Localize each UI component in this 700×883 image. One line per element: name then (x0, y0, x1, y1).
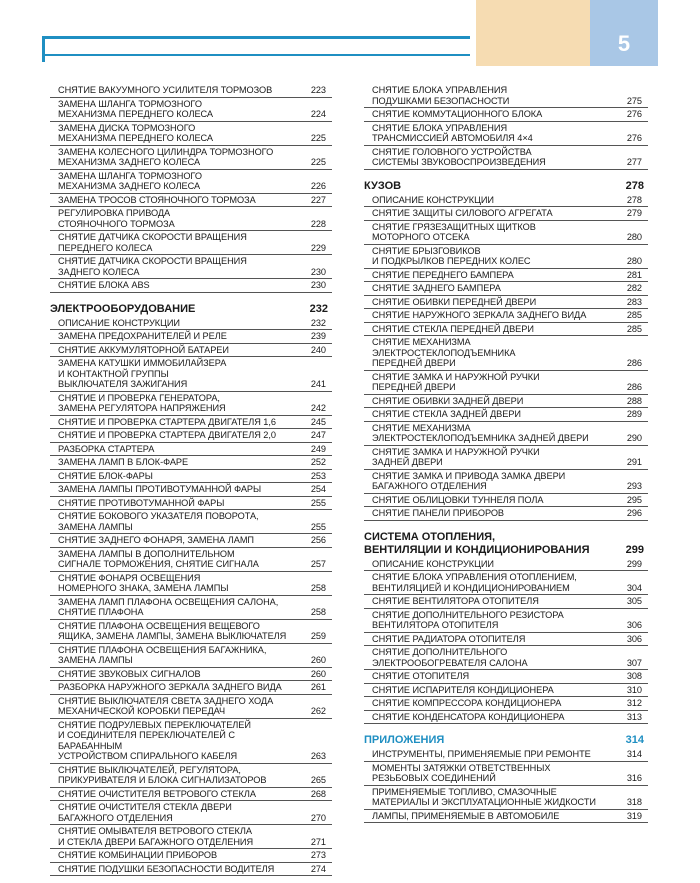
toc-entry (364, 558, 648, 572)
toc-page-number: 319 (626, 810, 642, 821)
toc-entry-title: СНЯТИЕ ПОДУШКИ БЕЗОПАСНОСТИ ВОДИТЕЛЯ (58, 863, 275, 874)
toc-entry-title: СНЯТИЕ БРЫЗГОВИКОВ И ПОДКРЫЛКОВ ПЕРЕДНИХ КОЛЕС (372, 245, 531, 266)
toc-page-number: 289 (626, 409, 642, 419)
toc-page-number: 299 (625, 543, 644, 556)
toc-entry-title: СНЯТИЕ ГОЛОВНОГО УСТРОЙСТВА СИСТЕМЫ ЗВУКОВОСПРОИЗВЕДЕНИЯ (372, 146, 546, 167)
toc-page-number: 288 (626, 395, 642, 406)
toc-entry (364, 296, 648, 310)
toc-entry-title: СНЯТИЕ КОММУТАЦИОННОГО БЛОКА (372, 109, 543, 119)
toc-entry (364, 122, 648, 146)
toc-page-number: 241 (310, 379, 326, 389)
toc-entry (364, 282, 648, 296)
toc-entry-title: СНЯТИЕ МЕХАНИЗМА ЭЛЕКТРОСТЕКЛОПОДЪЕМНИКА ПЕРЕДНЕЙ ДВЕРИ (372, 337, 516, 368)
toc-entry (364, 571, 648, 595)
toc-entry (50, 194, 332, 208)
toc-entry-title: СНЯТИЕ ЗАМКА И ПРИВОДА ЗАМКА ДВЕРИ БАГАЖНОГО ОТДЕЛЕНИЯ (372, 470, 566, 491)
toc-section-heading (364, 170, 648, 194)
toc-entry-title: СНЯТИЕ ПЛАФОНА ОСВЕЩЕНИЯ ВЕЩЕВОГО ЯЩИКА, ЗАМЕНА ЛАМПЫ, ЗАМЕНА ВЫКЛЮЧАТЕЛЯ (58, 620, 287, 641)
toc-entry-title: СНЯТИЕ ВЫКЛЮЧАТЕЛЕЙ, РЕГУЛЯТОРА, ПРИКУРИВАТЕЛЯ И БЛОКА СИГНАЛИЗАТОРОВ (58, 764, 267, 785)
toc-entry-title: СНЯТИЕ ПРОТИВОТУМАННОЙ ФАРЫ (58, 497, 225, 508)
toc-entry (50, 849, 332, 863)
toc-entry (364, 269, 648, 283)
toc-entry-title: СНЯТИЕ ФОНАРЯ ОСВЕЩЕНИЯ НОМЕРНОГО ЗНАКА, ЗАМЕНА ЛАМПЫ (58, 572, 229, 593)
toc-entry (364, 697, 648, 711)
toc-entry (50, 801, 332, 825)
toc-page-number: 285 (626, 310, 642, 320)
toc-entry (50, 317, 332, 331)
toc-page-number: 245 (310, 416, 326, 427)
toc-entry (50, 231, 332, 255)
toc-section-title: КУЗОВ (364, 179, 402, 192)
toc-page-number: 305 (626, 596, 642, 606)
toc-entry-title: СНЯТИЕ СТЕКЛА ПЕРЕДНЕЙ ДВЕРИ (372, 323, 534, 334)
toc-page-number: 265 (310, 775, 326, 785)
toc-entry-title: МОМЕНТЫ ЗАТЯЖКИ ОТВЕТСТВЕННЫХ РЕЗЬБОВЫХ СОЕДИНЕНИЙ (372, 762, 551, 783)
toc-entry (364, 595, 648, 609)
toc-entry-title: СНЯТИЕ ЗАЩИТЫ СИЛОВОГО АГРЕГАТА (372, 208, 553, 218)
toc-entry (364, 395, 648, 409)
toc-entry (364, 446, 648, 470)
toc-entry (50, 572, 332, 596)
toc-section-title: ЭЛЕКТРООБОРУДОВАНИЕ (50, 302, 196, 315)
toc-entry (50, 497, 332, 511)
toc-entry (364, 146, 648, 170)
toc-page-number: 314 (626, 749, 642, 759)
toc-page-number: 291 (626, 457, 642, 467)
header-peach-block (476, 0, 590, 66)
toc-entry-title: ОПИСАНИЕ КОНСТРУКЦИИ (58, 317, 180, 328)
toc-entry-title: ЗАМЕНА ЛАМП В БЛОК-ФАРЕ (58, 457, 189, 467)
toc-page-number: 306 (626, 633, 642, 644)
toc-entry (50, 146, 332, 170)
toc-page-number: 270 (310, 812, 326, 823)
toc-entry (364, 646, 648, 670)
toc-entry (50, 279, 332, 293)
toc-entry (50, 668, 332, 682)
toc-page-number: 224 (310, 109, 326, 119)
toc-page-number: 253 (310, 470, 326, 481)
toc-page-number: 227 (310, 194, 326, 205)
toc-page-number: 285 (626, 323, 642, 334)
toc-page-number: 260 (310, 668, 326, 679)
toc-page-number: 232 (309, 302, 328, 315)
toc-entry (364, 336, 648, 371)
toc-entry (364, 194, 648, 208)
toc-page-number: 307 (626, 657, 642, 668)
toc-entry (50, 357, 332, 392)
toc-entry (50, 644, 332, 668)
toc-entry-title: ЗАМЕНА КАТУШКИ ИММОБИЛАЙЗЕРА И КОНТАКТНОЙ ГРУППЫ ВЫКЛЮЧАТЕЛЯ ЗАЖИГАНИЯ (58, 358, 227, 389)
toc-page-number: 290 (626, 433, 642, 443)
toc-page-number: 314 (625, 734, 644, 746)
toc-page-number: 261 (310, 682, 326, 692)
toc-entry-title: СНЯТИЕ ЗАМКА И НАРУЖНОЙ РУЧКИ ЗАДНЕЙ ДВЕРИ (372, 446, 540, 467)
toc-entry-title: СНЯТИЕ ЗВУКОВЫХ СИГНАЛОВ (58, 668, 201, 679)
toc-page-number: 282 (626, 283, 642, 293)
toc-page-number: 296 (626, 508, 642, 518)
toc-entry-title: СНЯТИЕ НАРУЖНОГО ЗЕРКАЛА ЗАДНЕГО ВИДА (372, 310, 587, 320)
toc-entry-title: СНЯТИЕ ДОПОЛНИТЕЛЬНОГО РЕЗИСТОРА ВЕНТИЛЯТОРА ОТОПИТЕЛЯ (372, 609, 564, 630)
toc-page-number: 262 (310, 706, 326, 716)
toc-entry (50, 510, 332, 534)
toc-entry-title: СНЯТИЕ БЛОКА ABS (58, 280, 150, 290)
toc-entry (50, 443, 332, 457)
toc-entry (50, 392, 332, 416)
toc-entry (364, 494, 648, 508)
toc-page-number: 255 (310, 521, 326, 532)
header-rule-bottom (42, 54, 470, 56)
toc-page-number: 229 (310, 242, 326, 253)
toc-entry (50, 456, 332, 470)
toc-entry (364, 609, 648, 633)
toc-page-number: 274 (310, 863, 326, 874)
toc-entry-title: СНЯТИЕ СТЕКЛА ЗАДНЕЙ ДВЕРИ (372, 409, 521, 419)
toc-entry-title: ОПИСАНИЕ КОНСТРУКЦИИ (372, 558, 494, 569)
header-rule-left (42, 36, 45, 62)
toc-entry-title: СНЯТИЕ ПАНЕЛИ ПРИБОРОВ (372, 508, 504, 518)
toc-page-number: 312 (626, 698, 642, 708)
toc-entry-title: СНЯТИЕ БЛОКА УПРАВЛЕНИЯ ОТОПЛЕНИЕМ, ВЕНТИЛЯЦИЕЙ И КОНДИЦИОНИРОВАНИЕМ (372, 572, 577, 593)
toc-entry-title: СНЯТИЕ ВЕНТИЛЯТОРА ОТОПИТЕЛЯ (372, 596, 539, 606)
toc-entry-title: СНЯТИЕ РАДИАТОРА ОТОПИТЕЛЯ (372, 633, 526, 644)
toc-page-number: 256 (310, 535, 326, 545)
toc-entry-title: РАЗБОРКА НАРУЖНОГО ЗЕРКАЛА ЗАДНЕГО ВИДА (58, 682, 282, 692)
toc-entry-title: СНЯТИЕ ДАТЧИКА СКОРОСТИ ВРАЩЕНИЯ ЗАДНЕГО КОЛЕСА (58, 256, 247, 277)
toc-page-number: 275 (626, 95, 642, 106)
toc-entry-title: СНЯТИЕ ЗАДНЕГО ФОНАРЯ, ЗАМЕНА ЛАМП (58, 535, 254, 545)
toc-entry-title: СНЯТИЕ И ПРОВЕРКА ГЕНЕРАТОРА, ЗАМЕНА РЕГУЛЯТОРА НАПРЯЖЕНИЯ (58, 392, 226, 413)
toc-entry-title: СНЯТИЕ ИСПАРИТЕЛЯ КОНДИЦИОНЕРА (372, 684, 554, 695)
toc-entry (50, 548, 332, 572)
toc-entry-title: СНЯТИЕ БЛОКА УПРАВЛЕНИЯ ТРАНСМИССИЕЙ АВТОМОБИЛЯ 4×4 (372, 122, 533, 143)
toc-entry (364, 309, 648, 323)
toc-page-number: 308 (626, 671, 642, 681)
toc-page-number: 257 (310, 559, 326, 569)
toc-entry-title: СНЯТИЕ ЗАДНЕГО БАМПЕРА (372, 283, 501, 293)
toc-page-number: 249 (310, 443, 326, 454)
toc-entry (50, 344, 332, 358)
toc-entry-title: ЗАМЕНА КОЛЕСНОГО ЦИЛИНДРА ТОРМОЗНОГО МЕХАНИЗМА ЗАДНЕГО КОЛЕСА (58, 146, 274, 167)
toc-page-number: 258 (310, 583, 326, 593)
toc-entry-title: ЗАМЕНА ДИСКА ТОРМОЗНОГО МЕХАНИЗМА ПЕРЕДНЕГО КОЛЕСА (58, 122, 213, 143)
toc-entry-title: РЕГУЛИРОВКА ПРИВОДА СТОЯНОЧНОГО ТОРМОЗА (58, 208, 175, 229)
toc-entry-title: СНЯТИЕ ДАТЧИКА СКОРОСТИ ВРАЩЕНИЯ ПЕРЕДНЕГО КОЛЕСА (58, 232, 247, 253)
toc-entry-title: СНЯТИЕ ПОДРУЛЕВЫХ ПЕРЕКЛЮЧАТЕЛЕЙ И СОЕДИНИТЕЛЯ ПЕРЕКЛЮЧАТЕЛЕЙ С БАРАБАННЫМ УСТРОЙСТВОМ СПИРАЛЬНОГО КАБЕЛЯ (58, 719, 251, 761)
toc-entry-title: СНЯТИЕ КОМБИНАЦИИ ПРИБОРОВ (58, 850, 218, 860)
toc-entry (50, 596, 332, 620)
toc-page-number: 318 (626, 797, 642, 807)
toc-entry-title: СНЯТИЕ ДОПОЛНИТЕЛЬНОГО ЭЛЕКТРООБОГРЕВАТЕЛЯ САЛОНА (372, 647, 528, 668)
toc-entry-title: ЗАМЕНА ПРЕДОХРАНИТЕЛЕЙ И РЕЛЕ (58, 331, 227, 341)
toc-page-number: 239 (310, 331, 326, 341)
toc-entry (50, 416, 332, 430)
toc-page-number: 240 (310, 344, 326, 355)
toc-entry-title: СНЯТИЕ ОЧИСТИТЕЛЯ ВЕТРОВОГО СТЕКЛА (58, 788, 256, 799)
toc-page-number: 299 (626, 558, 642, 569)
toc-entry (364, 84, 648, 108)
toc-page-number: 278 (625, 179, 644, 192)
toc-entry-title: СНЯТИЕ ВЫКЛЮЧАТЕЛЯ СВЕТА ЗАДНЕГО ХОДА МЕХАНИЧЕСКОЙ КОРОБКИ ПЕРЕДАЧ (58, 695, 274, 716)
toc-page-number: 286 (626, 358, 642, 368)
toc-page-number: 228 (310, 218, 326, 229)
toc-entry-title: СНЯТИЕ И ПРОВЕРКА СТАРТЕРА ДВИГАТЕЛЯ 1,6 (58, 416, 276, 427)
toc-entry (364, 422, 648, 446)
toc-entry (50, 863, 332, 877)
toc-page-number: 271 (310, 836, 326, 847)
toc-entry (50, 84, 332, 98)
toc-page-number: 260 (310, 655, 326, 665)
header-rule-top (42, 36, 470, 39)
toc-entry (50, 695, 332, 719)
toc-entry (50, 620, 332, 644)
toc-section-heading (50, 293, 332, 317)
toc-page-number: 247 (310, 430, 326, 440)
toc-entry-title: СНЯТИЕ ВАКУУМНОГО УСИЛИТЕЛЯ ТОРМОЗОВ (58, 85, 273, 95)
toc-page-number: 223 (310, 85, 326, 95)
toc-entry (50, 170, 332, 194)
toc-entry (50, 483, 332, 497)
toc-entry (50, 825, 332, 849)
toc-entry-title: СНЯТИЕ ГРЯЗЕЗАЩИТНЫХ ЩИТКОВ МОТОРНОГО ОТСЕКА (372, 221, 536, 242)
toc-page-number: 279 (626, 208, 642, 218)
toc-entry (50, 719, 332, 764)
toc-entry (50, 207, 332, 231)
toc-entry (50, 255, 332, 279)
toc-page-number: 232 (310, 317, 326, 328)
toc-entry (50, 764, 332, 788)
toc-page-number: 225 (310, 157, 326, 167)
toc-entry (364, 633, 648, 647)
toc-entry-title: СНЯТИЕ АККУМУЛЯТОРНОЙ БАТАРЕИ (58, 344, 229, 355)
toc-page-number: 278 (626, 194, 642, 205)
toc-entry-title: СНЯТИЕ ЗАМКА И НАРУЖНОЙ РУЧКИ ПЕРЕДНЕЙ ДВЕРИ (372, 371, 540, 392)
toc-entry-title: ЗАМЕНА ТРОСОВ СТОЯНОЧНОГО ТОРМОЗА (58, 194, 256, 205)
toc-left-column (50, 84, 332, 876)
toc-right-column (364, 84, 648, 823)
toc-page-number: 293 (626, 481, 642, 491)
toc-entry-title: СНЯТИЕ И ПРОВЕРКА СТАРТЕРА ДВИГАТЕЛЯ 2,0 (58, 430, 276, 440)
toc-entry-title: СНЯТИЕ ОБИВКИ ЗАДНЕЙ ДВЕРИ (372, 395, 524, 406)
toc-entry-title: ЗАМЕНА ЛАМПЫ В ДОПОЛНИТЕЛЬНОМ СИГНАЛЕ ТОРМОЖЕНИЯ, СНЯТИЕ СИГНАЛА (58, 548, 259, 569)
toc-page-number: 295 (626, 494, 642, 505)
toc-page-number: 225 (310, 133, 326, 143)
toc-section-title: СИСТЕМА ОТОПЛЕНИЯ, ВЕНТИЛЯЦИИ И КОНДИЦИОНИРОВАНИЯ (364, 530, 590, 556)
toc-page-number: 268 (310, 788, 326, 799)
toc-section-title: ПРИЛОЖЕНИЯ (364, 734, 445, 746)
toc-page-number: 280 (626, 256, 642, 266)
toc-page-number: 255 (310, 497, 326, 508)
toc-entry (50, 534, 332, 548)
toc-entry-title: ОПИСАНИЕ КОНСТРУКЦИИ (372, 194, 494, 205)
toc-page-number: 230 (310, 266, 326, 277)
toc-page-number: 263 (310, 751, 326, 761)
toc-section-heading (364, 521, 648, 558)
toc-page-number: 306 (626, 620, 642, 630)
toc-entry-title: СНЯТИЕ ОБЛИЦОВКИ ТУННЕЛЯ ПОЛА (372, 494, 544, 505)
toc-entry-title: ЗАМЕНА ШЛАНГА ТОРМОЗНОГО МЕХАНИЗМА ПЕРЕДНЕГО КОЛЕСА (58, 98, 213, 119)
toc-entry (364, 108, 648, 122)
toc-entry-title: СНЯТИЕ МЕХАНИЗМА ЭЛЕКТРОСТЕКЛОПОДЪЕМНИКА ЗАДНЕЙ ДВЕРИ (372, 422, 589, 443)
toc-page-number: 310 (626, 684, 642, 695)
toc-entry (50, 788, 332, 802)
toc-page-number: 277 (626, 157, 642, 167)
toc-entry-title: СНЯТИЕ ОМЫВАТЕЛЯ ВЕТРОВОГО СТЕКЛА И СТЕКЛА ДВЕРИ БАГАЖНОГО ОТДЕЛЕНИЯ (58, 826, 254, 847)
toc-page-number: 254 (310, 484, 326, 494)
toc-page-number: 276 (626, 133, 642, 143)
toc-entry-title: СНЯТИЕ ПЕРЕДНЕГО БАМПЕРА (372, 269, 514, 280)
toc-entry (364, 670, 648, 684)
toc-entry (50, 122, 332, 146)
toc-page-number: 273 (310, 850, 326, 860)
page-number: 5 (617, 31, 631, 56)
toc-entry (364, 323, 648, 337)
toc-page-number: 259 (310, 631, 326, 641)
toc-entry-title: СНЯТИЕ ОЧИСТИТЕЛЯ СТЕКЛА ДВЕРИ БАГАЖНОГО ОТДЕЛЕНИЯ (58, 802, 232, 823)
toc-entry (50, 429, 332, 443)
toc-entry (364, 762, 648, 786)
toc-page-number: 281 (626, 269, 642, 280)
toc-entry-title: ПРИМЕНЯЕМЫЕ ТОПЛИВО, СМАЗОЧНЫЕ МАТЕРИАЛЫ И ЭКСПЛУАТАЦИОННЫЕ ЖИДКОСТИ (372, 786, 596, 807)
toc-entry-title: СНЯТИЕ ОБИВКИ ПЕРЕДНЕЙ ДВЕРИ (372, 296, 537, 307)
toc-entry (364, 371, 648, 395)
toc-entry-title: ЗАМЕНА ШЛАНГА ТОРМОЗНОГО МЕХАНИЗМА ЗАДНЕГО КОЛЕСА (58, 170, 202, 191)
toc-entry-title: ЗАМЕНА ЛАМП ПЛАФОНА ОСВЕЩЕНИЯ САЛОНА, СНЯТИЕ ПЛАФОНА (58, 596, 279, 617)
toc-page-number: 283 (626, 296, 642, 307)
toc-page-number: 286 (626, 382, 642, 392)
toc-entry (364, 221, 648, 245)
toc-entry-title: СНЯТИЕ КОМПРЕССОРА КОНДИЦИОНЕРА (372, 698, 562, 708)
toc-entry (364, 408, 648, 422)
toc-page-number: 280 (626, 232, 642, 242)
toc-entry (364, 507, 648, 521)
toc-entry (364, 470, 648, 494)
toc-entry (50, 470, 332, 484)
toc-page-number: 313 (626, 711, 642, 722)
toc-entry-title: ЗАМЕНА ЛАМПЫ ПРОТИВОТУМАННОЙ ФАРЫ (58, 484, 262, 494)
toc-entry (364, 245, 648, 269)
toc-entry (364, 810, 648, 824)
toc-entry-title: СНЯТИЕ БОКОВОГО УКАЗАТЕЛЯ ПОВОРОТА, ЗАМЕНА ЛАМПЫ (58, 511, 259, 532)
toc-entry (364, 711, 648, 725)
toc-entry-title: СНЯТИЕ КОНДЕНСАТОРА КОНДИЦИОНЕРА (372, 711, 565, 722)
toc-page-number: 252 (310, 457, 326, 467)
toc-entry (50, 681, 332, 695)
toc-entry-title: СНЯТИЕ ОТОПИТЕЛЯ (372, 671, 470, 681)
toc-entry-title: СНЯТИЕ БЛОК-ФАРЫ (58, 470, 153, 481)
toc-entry (50, 330, 332, 344)
toc-entry (364, 786, 648, 810)
toc-page-number: 316 (626, 773, 642, 783)
toc-entry-title: РАЗБОРКА СТАРТЕРА (58, 443, 155, 454)
toc-section-heading (364, 724, 648, 748)
toc-entry-title: СНЯТИЕ ПЛАФОНА ОСВЕЩЕНИЯ БАГАЖНИКА, ЗАМЕНА ЛАМПЫ (58, 644, 267, 665)
toc-entry (364, 684, 648, 698)
toc-page-number: 226 (310, 181, 326, 191)
toc-page-number: 242 (310, 403, 326, 413)
toc-page-number: 230 (310, 280, 326, 290)
toc-entry-title: СНЯТИЕ БЛОКА УПРАВЛЕНИЯ ПОДУШКАМИ БЕЗОПАСНОСТИ (372, 85, 510, 106)
toc-entry-title: ИНСТРУМЕНТЫ, ПРИМЕНЯЕМЫЕ ПРИ РЕМОНТЕ (372, 749, 591, 759)
toc-entry (364, 748, 648, 762)
toc-entry (364, 207, 648, 221)
toc-entry (50, 98, 332, 122)
toc-page-number: 304 (626, 582, 642, 593)
toc-page-number: 258 (310, 607, 326, 617)
toc-page-number: 276 (626, 109, 642, 119)
toc-entry-title: ЛАМПЫ, ПРИМЕНЯЕМЫЕ В АВТОМОБИЛЕ (372, 810, 560, 821)
